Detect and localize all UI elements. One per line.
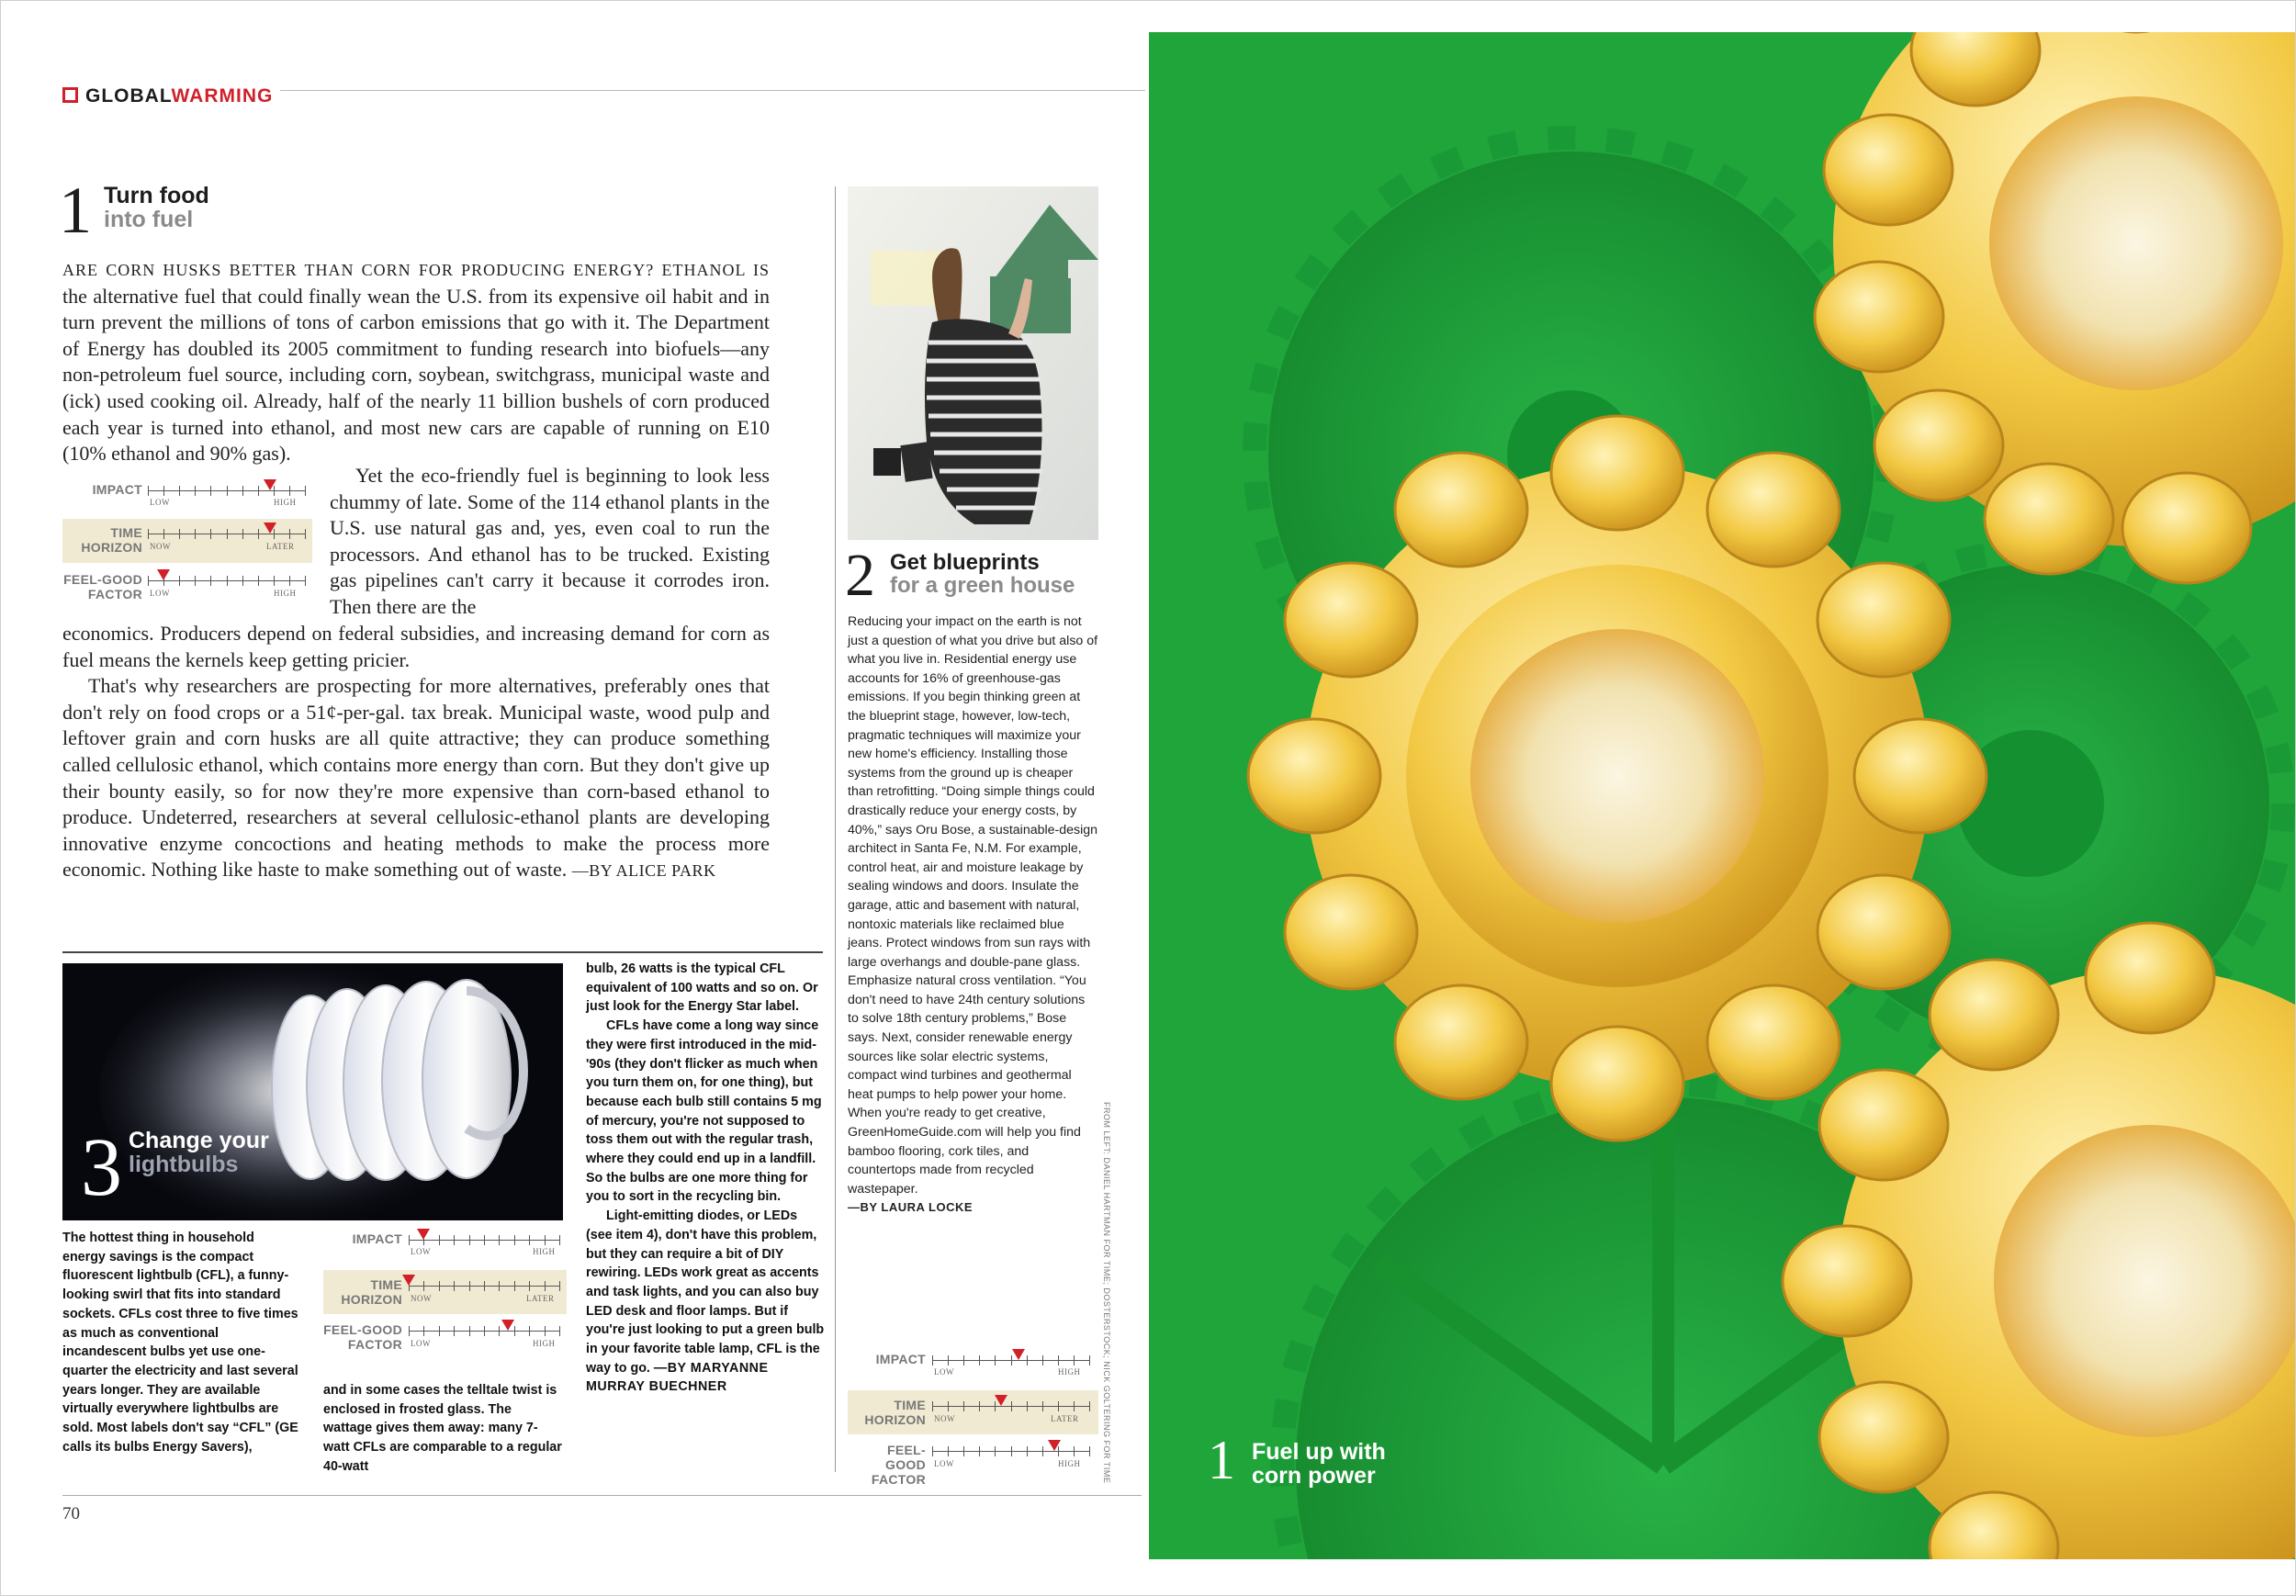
item3-feel-label: FEEL-GOOD FACTOR bbox=[323, 1322, 402, 1352]
meter-tick bbox=[1042, 1401, 1043, 1411]
meter-tick bbox=[1089, 1355, 1090, 1366]
meter-tick bbox=[242, 529, 243, 539]
meter-tick bbox=[499, 1281, 500, 1291]
page-number: 70 bbox=[62, 1504, 80, 1523]
meter-tick bbox=[148, 576, 149, 586]
item1-p1: the alternative fuel that could finally wean the U.S. from its expensive oil habit and in turn prevent the millions of tons of carbon emissions that go with it. The Department of Energy has doubled its 2005 commitment to funding research into biofuels—any non-petroleum fuel source, including corn, soybean, switchgrass, municipal waste and (ick) used cooking oil. Already, half of the nearly 11 billion bushels of corn produced each year is turned into ethanol, and most new cars are capable of running on E10 (10% ethanol and 90% gas). bbox=[62, 284, 770, 466]
meter-tick bbox=[179, 486, 180, 496]
meter-tick bbox=[1042, 1446, 1043, 1456]
item2-feel-scale bbox=[932, 1444, 1090, 1455]
item1-time-marker bbox=[264, 523, 276, 534]
meter-tick bbox=[469, 1281, 470, 1291]
header-rule bbox=[280, 90, 1145, 91]
item3-time-marker bbox=[402, 1275, 415, 1286]
column-rule-1 bbox=[835, 186, 836, 1472]
item1-p2-full: economics. Producers depend on federal subsidies, and increasing demand for corn as fuel means the kernels keep getting pricier. bbox=[62, 622, 770, 671]
meter-tick bbox=[210, 576, 211, 586]
item2-impact-label: IMPACT bbox=[875, 1352, 926, 1366]
meter-tick bbox=[948, 1401, 949, 1411]
meter-tick bbox=[559, 1281, 560, 1291]
meter-tick bbox=[1089, 1446, 1090, 1456]
item2-title bbox=[890, 551, 1075, 597]
item1-time-scale bbox=[148, 526, 306, 537]
item1-impact-scale bbox=[148, 483, 306, 494]
item3-col-c bbox=[586, 960, 827, 1397]
item2-feel-high: HIGH bbox=[1058, 1459, 1081, 1468]
item3-feel-high: HIGH bbox=[533, 1339, 556, 1348]
item1-body-bottom bbox=[62, 621, 770, 884]
section-prefix: GLOBAL bbox=[85, 85, 172, 107]
meter-tick bbox=[559, 1326, 560, 1336]
item2-feel-marker bbox=[1048, 1440, 1061, 1451]
item1-impact-label: IMPACT bbox=[92, 482, 142, 497]
meter-tick bbox=[545, 1281, 546, 1291]
meter-tick bbox=[484, 1235, 485, 1245]
item3-impact-low: LOW bbox=[411, 1247, 431, 1256]
item3-time-label: TIME HORIZON bbox=[341, 1277, 402, 1307]
meter-tick bbox=[1074, 1446, 1075, 1456]
meter-tick bbox=[409, 1326, 410, 1336]
item1-title bbox=[104, 184, 209, 232]
meter-tick bbox=[1011, 1401, 1012, 1411]
photo-caption-title bbox=[1252, 1440, 1386, 1489]
meter-tick bbox=[454, 1326, 455, 1336]
item1-lede: ARE CORN HUSKS BETTER THAN CORN FOR PRODUCING ENERGY? ETHANOL IS bbox=[62, 261, 770, 279]
meter-tick bbox=[258, 529, 259, 539]
meter-tick bbox=[305, 486, 306, 496]
item2-feel-label: FEEL-GOOD FACTOR bbox=[871, 1443, 926, 1487]
meter-tick bbox=[545, 1326, 546, 1336]
item3-impact-label: IMPACT bbox=[352, 1231, 402, 1246]
item1-time-label: TIME HORIZON bbox=[81, 525, 142, 555]
meter-tick bbox=[423, 1281, 424, 1291]
meter-tick bbox=[179, 576, 180, 586]
meter-tick bbox=[529, 1235, 530, 1245]
item3-feel-scale bbox=[409, 1323, 560, 1334]
meter-tick bbox=[289, 486, 290, 496]
item2-time-high: LATER bbox=[1051, 1414, 1079, 1423]
photo-caption-number: 1 bbox=[1208, 1430, 1235, 1490]
meter-tick bbox=[979, 1446, 980, 1456]
item2-time-label: TIME HORIZON bbox=[864, 1398, 926, 1427]
section-tag bbox=[62, 85, 273, 107]
meter-tick bbox=[545, 1235, 546, 1245]
item2-feel-low: LOW bbox=[934, 1459, 954, 1468]
meter-tick bbox=[289, 529, 290, 539]
meter-tick bbox=[995, 1446, 996, 1456]
item3-byline: —BY MARYANNE MURRAY BUECHNER bbox=[586, 1360, 769, 1395]
item1-feel-low: LOW bbox=[150, 589, 170, 598]
item1-feel-label: FEEL-GOOD FACTOR bbox=[63, 572, 142, 601]
meter-tick bbox=[179, 529, 180, 539]
item1-feel-marker bbox=[157, 569, 170, 580]
meter-tick bbox=[195, 529, 196, 539]
corn-gears-image bbox=[1149, 32, 2295, 1559]
meter-tick bbox=[932, 1355, 933, 1366]
item1-number: 1 bbox=[59, 174, 92, 247]
meter-tick bbox=[979, 1401, 980, 1411]
item2-impact-marker bbox=[1012, 1349, 1025, 1360]
meter-tick bbox=[484, 1281, 485, 1291]
meter-tick bbox=[148, 529, 149, 539]
meter-tick bbox=[242, 486, 243, 496]
item2-time-scale bbox=[932, 1399, 1090, 1410]
meter-tick bbox=[932, 1446, 933, 1456]
item3-time-scale bbox=[409, 1278, 560, 1289]
item2-title-line1: Get blueprints bbox=[890, 550, 1040, 575]
meter-tick bbox=[289, 576, 290, 586]
meter-tick bbox=[195, 486, 196, 496]
item3-impact-marker bbox=[417, 1229, 430, 1240]
item1-body-top bbox=[62, 256, 770, 467]
item2-photo bbox=[848, 186, 1098, 540]
meter-tick bbox=[559, 1235, 560, 1245]
meter-tick bbox=[469, 1326, 470, 1336]
section-box-icon bbox=[62, 87, 78, 103]
item3-feel-marker bbox=[501, 1320, 514, 1331]
item1-title-line2: into fuel bbox=[104, 207, 194, 233]
meter-tick bbox=[258, 576, 259, 586]
item3-title bbox=[129, 1129, 269, 1177]
meter-tick bbox=[948, 1355, 949, 1366]
item3-photo bbox=[62, 963, 563, 1220]
item3-feel-low: LOW bbox=[411, 1339, 431, 1348]
meter-tick bbox=[514, 1235, 515, 1245]
meter-tick bbox=[409, 1235, 410, 1245]
corn-photo bbox=[1149, 32, 2295, 1559]
item2-impact-high: HIGH bbox=[1058, 1367, 1081, 1377]
meter-tick bbox=[274, 576, 275, 586]
item3-meters bbox=[323, 1227, 567, 1355]
meter-tick bbox=[529, 1281, 530, 1291]
item2-meters bbox=[848, 1347, 1098, 1487]
meter-tick bbox=[1027, 1446, 1028, 1456]
meter-tick bbox=[963, 1446, 964, 1456]
meter-tick bbox=[979, 1355, 980, 1366]
photo-credit: FROM LEFT: DANIEL HARTMAN FOR TIME; DOSTERSTOCK; NICK GOLTERING FOR TIME bbox=[1102, 1102, 1111, 1484]
meter-tick bbox=[195, 576, 196, 586]
meter-tick bbox=[963, 1355, 964, 1366]
meter-tick bbox=[454, 1281, 455, 1291]
meter-tick bbox=[227, 529, 228, 539]
item3-col-c-p2: CFLs have come a long way since they were first introduced in the mid-'90s (they don't flicker as much when you turn them on, for one thing), but because each bulb still contains 5 mg of mercury, you're not supposed to toss them out with the regular trash, where they could end up in a landfill. So the bulbs are one more thing for you to sort in the recycling bin. bbox=[586, 1018, 822, 1205]
item3-number: 3 bbox=[81, 1122, 122, 1213]
meter-tick bbox=[439, 1235, 440, 1245]
meter-tick bbox=[1058, 1401, 1059, 1411]
meter-tick bbox=[454, 1235, 455, 1245]
item3-col-b: and in some cases the telltale twist is enclosed in frosted glass. The wattage gives them away: many 7-watt CFLs are comparable to a regular 40-watt bbox=[323, 1383, 562, 1474]
item3-time-high: LATER bbox=[526, 1294, 555, 1303]
item1-time-low: NOW bbox=[150, 542, 171, 551]
meter-tick bbox=[439, 1281, 440, 1291]
meter-tick bbox=[1027, 1355, 1028, 1366]
meter-tick bbox=[1027, 1401, 1028, 1411]
meter-tick bbox=[499, 1326, 500, 1336]
meter-tick bbox=[242, 576, 243, 586]
item1-meters bbox=[62, 478, 312, 608]
item2-number: 2 bbox=[845, 542, 875, 609]
item3-title-line2: lightbulbs bbox=[129, 1152, 239, 1178]
meter-tick bbox=[163, 529, 164, 539]
item2-title-line2: for a green house bbox=[890, 573, 1075, 599]
section-highlight: WARMING bbox=[171, 85, 274, 107]
meter-tick bbox=[227, 576, 228, 586]
item1-impact-high: HIGH bbox=[274, 498, 297, 507]
meter-tick bbox=[1058, 1355, 1059, 1366]
item3-time-low: NOW bbox=[411, 1294, 432, 1303]
meter-tick bbox=[1011, 1446, 1012, 1456]
item3-col-c-p1: bulb, 26 watts is the typical CFL equivalent of 100 watts and so on. Or just look for the Energy Star label. bbox=[586, 961, 818, 1015]
meter-tick bbox=[258, 486, 259, 496]
footer-rule bbox=[62, 1495, 1142, 1496]
item1-byline: —BY ALICE PARK bbox=[571, 861, 716, 881]
item1-p2-wrap: Yet the eco-friendly fuel is beginning to look less chummy of late. Some of the 114 ethanol plants in the U.S. use natural gas and, yes, even coal to run the processors. And ethanol has to be trucked. Existing gas pipelines can't carry it because it corrodes iron. Then there are the bbox=[330, 464, 770, 618]
item1-p3: That's why researchers are prospecting for more alternatives, preferably ones that don't rely on food crops or a 51¢-per-gal. tax break. Municipal waste, wood pulp and leftover grain and corn husks are all quite attractive; they can produce something called cellulosic ethanol, which contains more energy than corn. But they don't give up their bounty easily, so for now they're more expensive than corn-based ethanol to produce. Undeterred, researchers at several cellulosic-ethanol plants are developing innovative enzyme concoctions and heating methods to make the process more economic. Nothing like haste to make something out of waste. bbox=[62, 674, 770, 882]
meter-tick bbox=[469, 1235, 470, 1245]
meter-tick bbox=[1089, 1401, 1090, 1411]
meter-tick bbox=[499, 1235, 500, 1245]
cfl-lightbulb-image bbox=[62, 963, 563, 1220]
meter-tick bbox=[995, 1355, 996, 1366]
item2-impact-low: LOW bbox=[934, 1367, 954, 1377]
meter-tick bbox=[210, 486, 211, 496]
meter-tick bbox=[1074, 1401, 1075, 1411]
item3-impact-scale bbox=[409, 1232, 560, 1243]
item3-top-rule bbox=[62, 951, 823, 953]
meter-tick bbox=[227, 486, 228, 496]
item1-title-line1: Turn food bbox=[104, 183, 209, 208]
item2-impact-scale bbox=[932, 1353, 1090, 1364]
item2-byline: —BY LAURA LOCKE bbox=[848, 1200, 974, 1215]
item1-time-high: LATER bbox=[266, 542, 295, 551]
meter-tick bbox=[1042, 1355, 1043, 1366]
item1-feel-scale bbox=[148, 573, 306, 584]
meter-tick bbox=[439, 1326, 440, 1336]
meter-tick bbox=[305, 529, 306, 539]
item2-time-marker bbox=[995, 1395, 1007, 1406]
item1-feel-high: HIGH bbox=[274, 589, 297, 598]
meter-tick bbox=[514, 1281, 515, 1291]
meter-tick bbox=[932, 1401, 933, 1411]
photo-caption-line2: corn power bbox=[1252, 1463, 1376, 1489]
item2-body-text: Reducing your impact on the earth is not just a question of what you drive but also of what you live in. Residential energy use accounts for 16% of greenhouse-gas emissions. If you begin thinking green at the blueprint stage, however, low-tech, pragmatic techniques will maximize your new home's efficiency. Installing those systems from the ground up is cheaper than retrofitting. “Doing simple things could drastically reduce your energy costs, by 40%,” says Oru Bose, a sustainable-design architect in Santa Fe, N.M. For example, control heat, air and moisture leakage by sealing windows and doors. Insulate the garage, attic and basement with natural, nontoxic materials like reclaimed blue jeans. Protect windows from sun rays with large overhangs and double-pane glass. Emphasize natural cross ventilation. “You don't need to have 24th century solutions to solve 18th century problems,” Bose says. Next, consider renewable energy sources like solar electric systems, compact wind turbines and geothermal heat pumps to help power your home. When you're ready to get creative, GreenHomeGuide.com will help you find bamboo flooring, cork tiles, and countertops made from recycled wastepaper. bbox=[848, 614, 1098, 1197]
item1-impact-low: LOW bbox=[150, 498, 170, 507]
meter-tick bbox=[963, 1401, 964, 1411]
item2-body bbox=[848, 613, 1098, 1218]
meter-tick bbox=[484, 1326, 485, 1336]
meter-tick bbox=[163, 486, 164, 496]
meter-tick bbox=[423, 1326, 424, 1336]
item1-impact-marker bbox=[264, 479, 276, 490]
meter-tick bbox=[148, 486, 149, 496]
item3-impact-high: HIGH bbox=[533, 1247, 556, 1256]
meter-tick bbox=[1074, 1355, 1075, 1366]
meter-tick bbox=[305, 576, 306, 586]
photo-caption-line1: Fuel up with bbox=[1252, 1439, 1386, 1465]
woman-painting-house-image bbox=[848, 186, 1098, 540]
item3-title-line1: Change your bbox=[129, 1128, 269, 1153]
item3-col-a: The hottest thing in household energy savings is the compact fluorescent lightbulb (CFL), a funny-looking swirl that fits into standard sockets. CFLs cost three to five times as much as conventional incandescent bulbs yet use one-quarter the electricity and last several years longer. They are available virtually everywhere lightbulbs are sold. Most labels don't say “CFL” (GE calls its bulbs Energy Savers), bbox=[62, 1231, 298, 1455]
meter-tick bbox=[529, 1326, 530, 1336]
meter-tick bbox=[948, 1446, 949, 1456]
meter-tick bbox=[210, 529, 211, 539]
item2-time-low: NOW bbox=[934, 1414, 955, 1423]
item3-col-c-p3: Light-emitting diodes, or LEDs (see item 4), don't have this problem, but they can require a bit of DIY rewiring. LEDs work great as accents and task lights, and you can also buy LED desk and floor lamps. But if you're just looking to put a green bulb in your favorite table lamp, CFL is the way to go. bbox=[586, 1208, 825, 1376]
